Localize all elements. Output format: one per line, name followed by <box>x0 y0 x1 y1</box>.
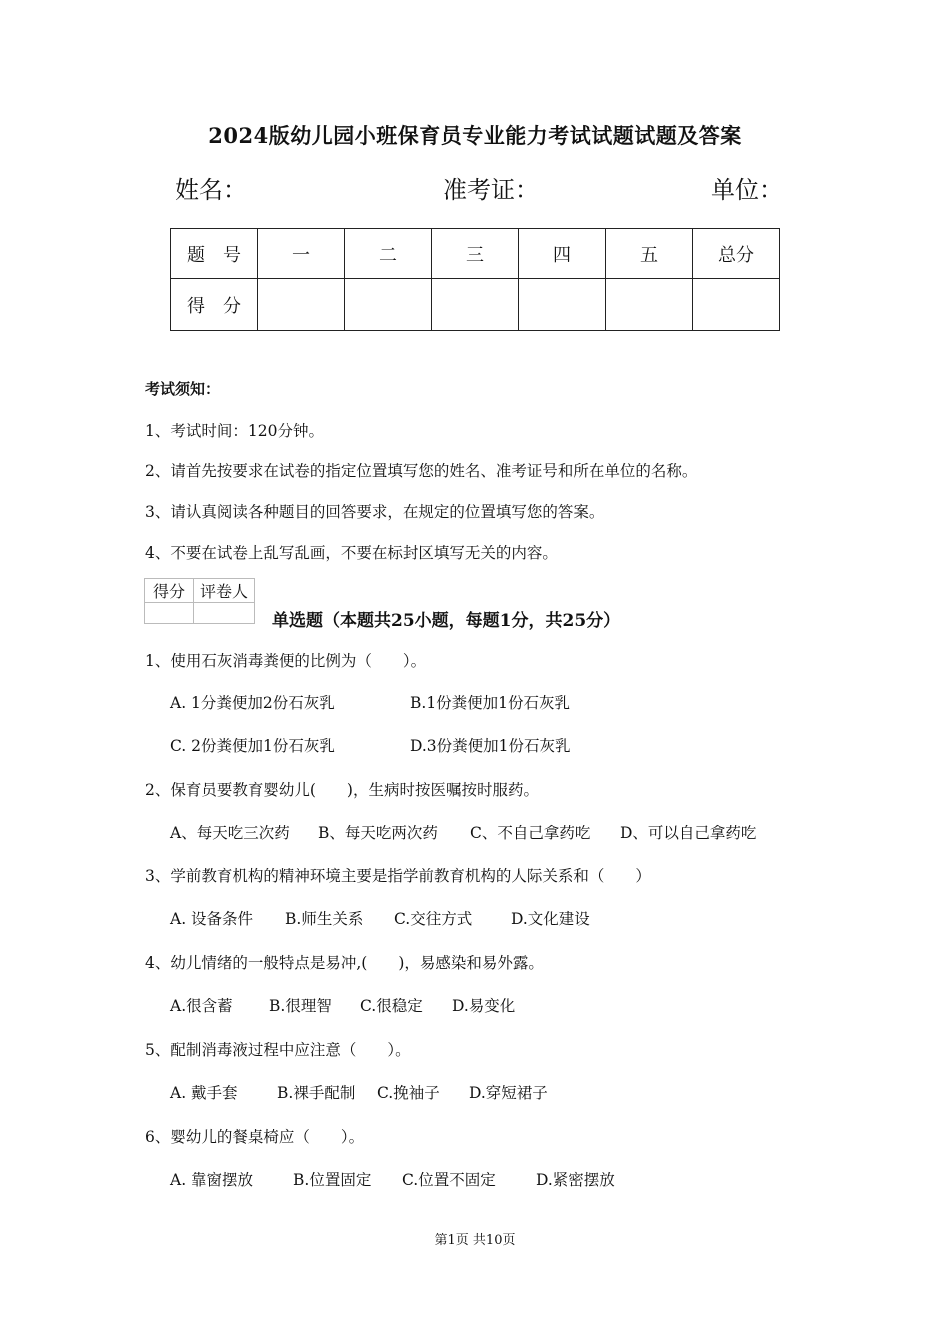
unit-label: 单位： <box>711 176 783 204</box>
question-option[interactable]: A. 设备条件 <box>170 910 254 928</box>
score-cell[interactable] <box>693 279 780 331</box>
score-cell[interactable] <box>606 279 693 331</box>
notice-item: 2、请首先按要求在试卷的指定位置填写您的姓名、准考证号和所在单位的名称。 <box>145 462 698 480</box>
grader-score-label: 得分 <box>145 579 194 603</box>
question-stem: 4、幼儿情绪的一般特点是易冲,( )，易感染和易外露。 <box>145 954 544 972</box>
grader-name-label: 评卷人 <box>194 579 255 603</box>
score-table-header-cell: 总分 <box>693 229 780 279</box>
question-option[interactable]: B.1份粪便加1份石灰乳 <box>410 694 571 712</box>
score-cell[interactable] <box>258 279 345 331</box>
question-option[interactable]: A.很含蓄 <box>170 997 233 1015</box>
question-option[interactable]: A. 靠窗摆放 <box>170 1171 254 1189</box>
question-option[interactable]: A、每天吃三次药 <box>170 824 290 842</box>
grader-table <box>144 578 255 624</box>
score-table-score-row <box>171 279 780 331</box>
question-stem: 6、婴幼儿的餐桌椅应（ ）。 <box>145 1128 365 1146</box>
section-title: 单选题（本题共25小题，每题1分，共25分） <box>272 611 621 631</box>
notice-heading: 考试须知： <box>145 380 221 398</box>
candidate-info-row <box>175 170 785 204</box>
question-stem: 2、保育员要教育婴幼儿( )，生病时按医嘱按时服药。 <box>145 781 539 799</box>
score-table-header-cell: 三 <box>432 229 519 279</box>
score-table-header-cell: 一 <box>258 229 345 279</box>
score-table-header-cell: 题 号 <box>171 229 258 279</box>
score-cell[interactable] <box>519 279 606 331</box>
notice-item: 4、不要在试卷上乱写乱画，不要在标封区填写无关的内容。 <box>145 544 558 562</box>
question-option[interactable]: C.位置不固定 <box>402 1171 496 1189</box>
question-option[interactable]: D.3份粪便加1份石灰乳 <box>410 737 571 755</box>
question-option[interactable]: C. 2份粪便加1份石灰乳 <box>170 737 335 755</box>
name-label: 姓名： <box>175 176 247 204</box>
score-table <box>170 228 780 331</box>
question-option[interactable]: B、每天吃两次药 <box>318 824 438 842</box>
question-stem: 3、学前教育机构的精神环境主要是指学前教育机构的人际关系和（ ） <box>145 867 651 885</box>
question-option[interactable]: D.紧密摆放 <box>536 1171 615 1189</box>
exam-id-label: 准考证： <box>443 176 539 204</box>
grader-score-cell[interactable] <box>145 603 194 624</box>
notice-item: 3、请认真阅读各种题目的回答要求，在规定的位置填写您的答案。 <box>145 503 605 521</box>
question-option[interactable]: B.很理智 <box>269 997 332 1015</box>
question-option[interactable]: C.交往方式 <box>394 910 473 928</box>
score-table-header-row <box>171 229 780 279</box>
notice-item: 1、考试时间：120分钟。 <box>145 422 324 440</box>
question-option[interactable]: D.文化建设 <box>511 910 590 928</box>
page-footer: 第1页 共10页 <box>434 1233 516 1248</box>
question-option[interactable]: C.很稳定 <box>360 997 423 1015</box>
question-option[interactable]: B.师生关系 <box>285 910 364 928</box>
question-option[interactable]: B.位置固定 <box>293 1171 372 1189</box>
score-table-header-cell: 五 <box>606 229 693 279</box>
question-stem: 5、配制消毒液过程中应注意（ ）。 <box>145 1041 411 1059</box>
question-stem: 1、使用石灰消毒粪便的比例为（ ）。 <box>145 652 427 670</box>
score-table-header-cell: 二 <box>345 229 432 279</box>
question-option[interactable]: C、不自己拿药吃 <box>470 824 591 842</box>
question-option[interactable]: D、可以自己拿药吃 <box>620 824 757 842</box>
score-row-label: 得 分 <box>171 279 258 331</box>
grader-name-cell[interactable] <box>194 603 255 624</box>
question-option[interactable]: C.挽袖子 <box>377 1084 440 1102</box>
document-title: 2024版幼儿园小班保育员专业能力考试试题试题及答案 <box>208 123 742 148</box>
question-option[interactable]: A. 戴手套 <box>170 1084 238 1102</box>
question-option[interactable]: B.裸手配制 <box>277 1084 356 1102</box>
question-option[interactable]: D.穿短裙子 <box>469 1084 548 1102</box>
question-option[interactable]: A. 1分粪便加2份石灰乳 <box>170 694 335 712</box>
score-cell[interactable] <box>432 279 519 331</box>
question-option[interactable]: D.易变化 <box>452 997 516 1015</box>
score-cell[interactable] <box>345 279 432 331</box>
score-table-header-cell: 四 <box>519 229 606 279</box>
